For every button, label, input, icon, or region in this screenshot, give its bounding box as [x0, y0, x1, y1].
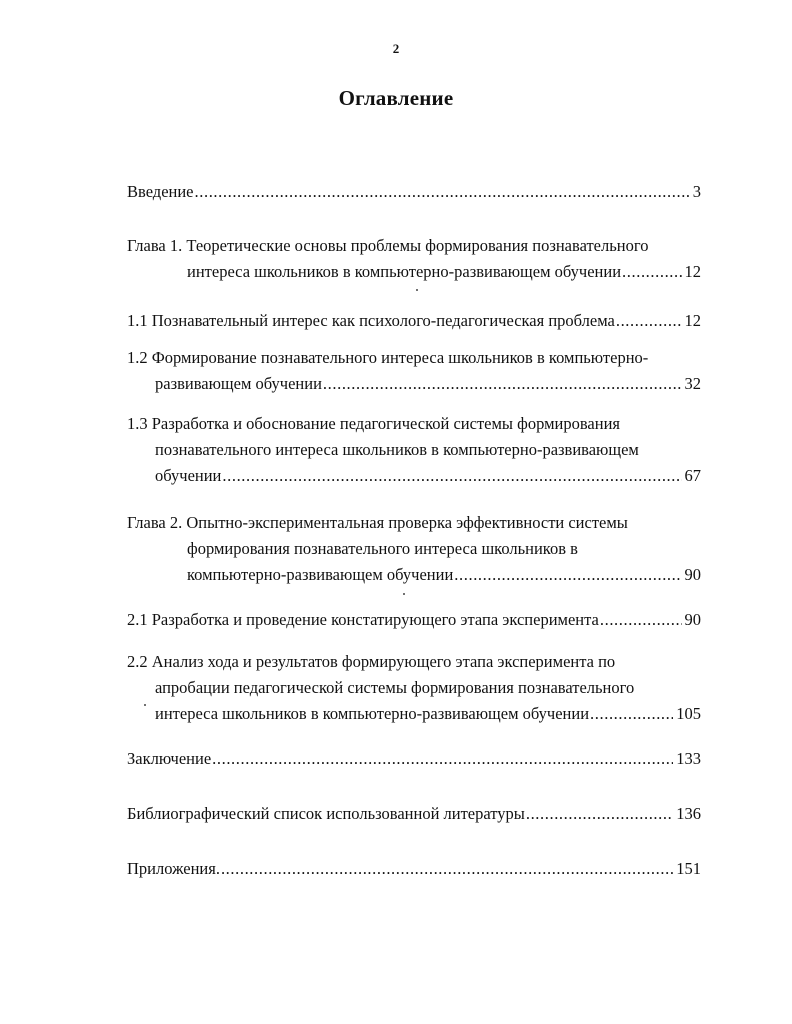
dot-leader [454, 564, 681, 586]
page-number: 2 [392, 41, 400, 56]
toc-page-number: 151 [676, 859, 701, 878]
toc-entry-text: 2.1 Разработка и проведение констатирующего этапа эксперимента [127, 610, 599, 629]
dot-leader [526, 803, 673, 825]
toc-page-number: 12 [684, 262, 701, 281]
toc-entry-text: Приложения. [127, 859, 220, 878]
toc-entry-1-2-line2 [155, 373, 701, 395]
toc-entry-2-2-line3 [155, 703, 701, 725]
dot-leader [600, 609, 682, 631]
toc-chapter1-line1: Глава 1. Теоретические основы проблемы формирования познавательного [127, 236, 649, 255]
toc-page-number: 90 [684, 565, 701, 584]
dot-leader [195, 181, 690, 203]
toc-chapter2-line1: Глава 2. Опытно-экспериментальная проверка эффективности системы [127, 513, 628, 532]
dot-leader [212, 748, 673, 770]
dot-leader [222, 465, 681, 487]
toc-entry-bibliography [127, 803, 701, 825]
dot-leader [616, 310, 682, 332]
toc-chapter1-line2 [187, 261, 701, 283]
toc-entry-2-1 [127, 609, 701, 631]
toc-entry-1-3-line1: 1.3 Разработка и обоснование педагогической системы формирования [127, 414, 620, 433]
toc-entry-1-1 [127, 310, 701, 332]
toc-chapter2-line2: формирования познавательного интереса школьников в [187, 539, 578, 558]
toc-entry-text: Заключение [127, 749, 212, 768]
scan-speck [416, 289, 418, 291]
dot-leader [323, 373, 682, 395]
toc-entry-appendix [127, 858, 701, 880]
toc-page-number: 3 [692, 182, 701, 201]
toc-page-number: 105 [676, 704, 701, 723]
toc-entry-text: Библиографический список использованной литературы [127, 804, 525, 823]
toc-entry-intro [127, 181, 701, 203]
toc-entry-text: 1.1 Познавательный интерес как психолого-педагогическая проблема [127, 311, 615, 330]
dot-leader [622, 261, 681, 283]
toc-entry-conclusion [127, 748, 701, 770]
toc-page-number: 32 [684, 374, 701, 393]
toc-entry-text: интереса школьников в компьютерно-развивающем обучении [187, 262, 622, 281]
toc-entry-text: интереса школьников в компьютерно-развивающем обучении [155, 704, 590, 723]
toc-entry-text: обучении [155, 466, 222, 485]
toc-entry-1-3-line2: познавательного интереса школьников в компьютерно-развивающем [155, 440, 639, 459]
toc-page-number: 133 [676, 749, 701, 768]
scan-speck [144, 704, 146, 706]
toc-entry-2-2-line2: апробации педагогической системы формирования познавательного [155, 678, 635, 697]
scan-speck [403, 593, 405, 595]
toc-page-number: 136 [676, 804, 701, 823]
toc-page-number: 12 [684, 311, 701, 330]
toc-entry-text: компьютерно-развивающем обучении [187, 565, 454, 584]
toc-chapter2-line3 [187, 564, 701, 586]
toc-entry-1-2-line1: 1.2 Формирование познавательного интереса школьников в компьютерно- [127, 348, 649, 367]
toc-page-number: 90 [684, 610, 701, 629]
toc-entry-text: развивающем обучении [155, 374, 322, 393]
dot-leader [590, 703, 673, 725]
toc-entry-1-3-line3 [155, 465, 701, 487]
toc-entry-2-2-line1: 2.2 Анализ хода и результатов формирующего этапа эксперимента по [127, 652, 616, 671]
toc-page-number: 67 [684, 466, 701, 485]
dot-leader [221, 858, 673, 880]
toc-entry-text: Введение [127, 182, 194, 201]
page-title: Оглавление [338, 86, 454, 110]
